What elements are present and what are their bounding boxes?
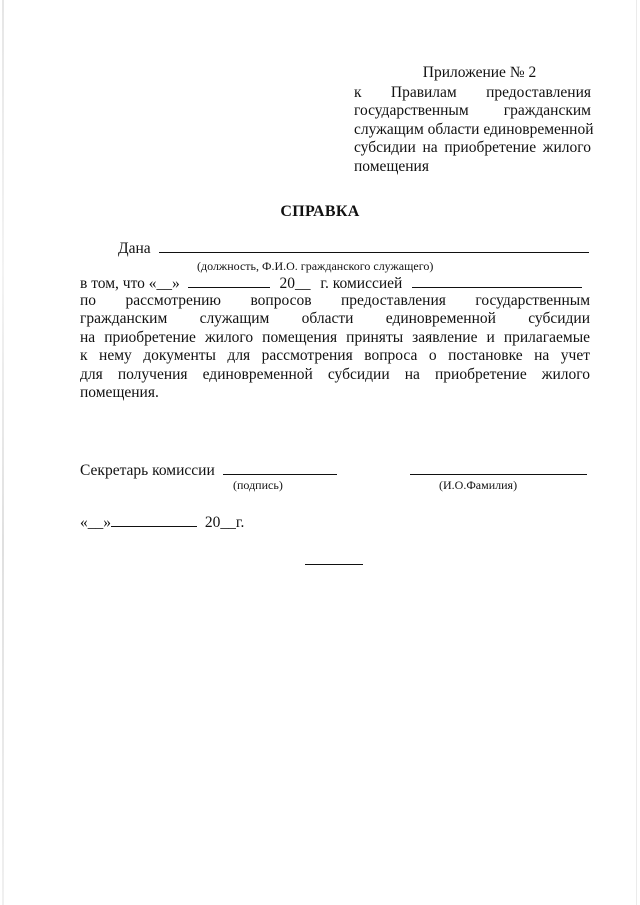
- date-suffix: г. комиссией: [320, 275, 403, 292]
- appendix-line: государственным гражданским: [354, 102, 591, 119]
- document-title: СПРАВКА: [280, 203, 360, 220]
- appendix-number: Приложение № 2: [422, 64, 537, 81]
- month-blank-field[interactable]: [188, 273, 270, 288]
- paragraph-line: к нему документы для рассмотрения вопроса о постановке на учет: [80, 347, 590, 365]
- paragraph-line: по рассмотрению вопросов предоставления государственным: [80, 292, 590, 309]
- appendix-block: [354, 64, 594, 176]
- date-prefix: в том, что «__»: [80, 275, 180, 292]
- scan-edge-right: [636, 0, 637, 905]
- appendix-line: субсидии на приобретение жилого: [354, 139, 591, 156]
- signature-line: [80, 460, 337, 480]
- closing-separator: [305, 564, 363, 565]
- paragraph-line: гражданским служащим области единовременной субсидии: [80, 310, 590, 328]
- body-paragraph: [80, 292, 590, 402]
- given-line: [118, 238, 589, 258]
- commission-blank-field[interactable]: [412, 273, 582, 288]
- scan-edge-left: [2, 0, 4, 905]
- name-caption: (И.О.Фамилия): [439, 478, 518, 492]
- bottom-date-line: [80, 512, 244, 532]
- given-blank-field[interactable]: [159, 238, 589, 253]
- paragraph-line: на приобретение жилого помещения приняты заявление и прилагаемые: [80, 328, 590, 346]
- bottom-month-blank-field[interactable]: [111, 512, 197, 527]
- appendix-line: к Правилам предоставления: [354, 83, 591, 101]
- given-caption: (должность, Ф.И.О. гражданского служащего): [197, 259, 434, 273]
- given-label: Дана: [118, 240, 151, 257]
- bottom-date-year: 20__г.: [204, 514, 245, 531]
- appendix-line: служащим области единовременной: [354, 120, 594, 138]
- date-commission-line: [80, 273, 582, 293]
- signature-caption: (подпись): [233, 478, 283, 492]
- appendix-line: помещения: [354, 157, 429, 175]
- appendix-text: [354, 83, 594, 177]
- name-blank-field[interactable]: [410, 474, 587, 475]
- bottom-date-prefix: «__»: [80, 514, 111, 531]
- secretary-label: Секретарь комиссии: [80, 462, 215, 479]
- date-year: 20__: [279, 275, 311, 292]
- paragraph-line: помещения.: [80, 383, 159, 401]
- paragraph-line: для получения единовременной субсидии на приобретение жилого: [80, 365, 590, 383]
- signature-blank-field[interactable]: [223, 460, 337, 475]
